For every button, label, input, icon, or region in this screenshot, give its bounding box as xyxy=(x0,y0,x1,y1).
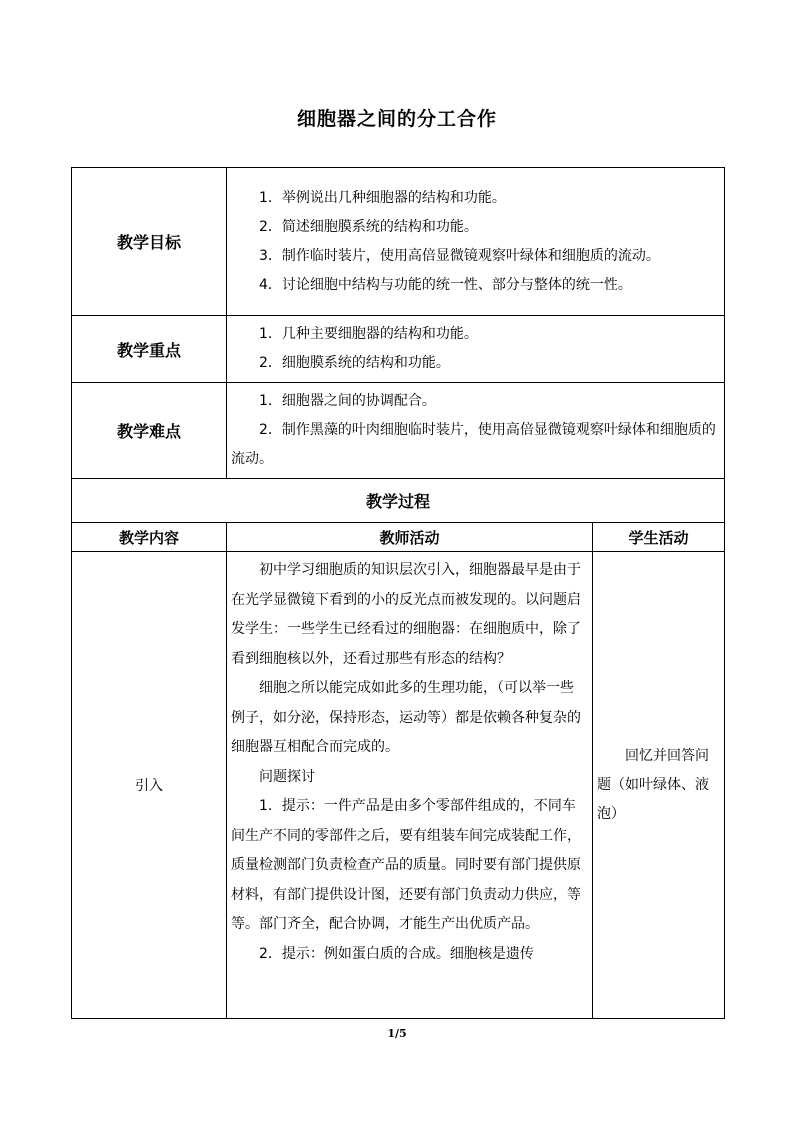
column-header-teacher: 教师活动 xyxy=(227,523,593,552)
teacher-activity-text xyxy=(231,556,586,1018)
document-title: 细胞器之间的分工合作 xyxy=(296,108,497,130)
key-points-label: 教学重点 xyxy=(72,316,227,383)
difficulties-label: 教学难点 xyxy=(72,383,227,479)
difficulties-content xyxy=(227,383,725,479)
process-header-row xyxy=(72,479,725,523)
process-header: 教学过程 xyxy=(72,479,725,523)
process-row xyxy=(72,552,725,1019)
teacher-paragraph: 初中学习细胞质的知识层次引入，细胞器最早是由于在光学显微镜下看到的小的反光点而被发现的。以问题启发学生：一些学生已经看过的细胞器：在细胞质中，除了看到细胞核以外，还看过那些有形态的结构？ xyxy=(231,562,581,667)
teacher-paragraph: 1．提示：一件产品是由多个零部件组成的，不同车间生产不同的零部件之后，要有组装车间完成装配工作，质量检测部门负责检查产品的质量。同时要有部门提供原材料，有部门提供设计图，还要有部门负责动力供应，等等。部门齐全，配合协调，才能生产出优质产品。 xyxy=(231,798,581,932)
objective-item: 3．制作临时装片，使用高倍显微镜观察叶绿体和细胞质的流动。 xyxy=(259,247,660,264)
objective-item: 2．简述细胞膜系统的结构和功能。 xyxy=(259,218,478,235)
key-point-item: 2．细胞膜系统的结构和功能。 xyxy=(259,355,450,371)
column-header-row xyxy=(72,523,725,552)
objectives-content xyxy=(227,168,725,316)
column-header-content: 教学内容 xyxy=(72,523,227,552)
objective-item: 1．举例说出几种细胞器的结构和功能。 xyxy=(259,189,506,206)
teacher-activity xyxy=(227,552,593,1019)
difficulty-item: 2．制作黑藻的叶肉细胞临时装片，使用高倍显微镜观察叶绿体和细胞质的流动。 xyxy=(231,422,716,467)
student-activity xyxy=(593,552,725,1019)
column-header-student: 学生活动 xyxy=(593,523,725,552)
objective-item: 4．讨论细胞中结构与功能的统一性、部分与整体的统一性。 xyxy=(259,276,632,293)
key-point-item: 1．几种主要细胞器的结构和功能。 xyxy=(259,326,478,342)
key-points-content xyxy=(227,316,725,383)
teacher-paragraph: 问题探讨 xyxy=(259,768,315,785)
difficulty-item: 1．细胞器之间的协调配合。 xyxy=(259,393,436,409)
objectives-label: 教学目标 xyxy=(72,168,227,316)
page-number: 1/5 xyxy=(387,1027,407,1040)
lesson-plan-table xyxy=(71,167,725,1019)
student-paragraph: 回忆并回答问题（如叶绿体、液泡） xyxy=(597,747,709,822)
teacher-paragraph: 细胞之所以能完成如此多的生理功能，（可以举一些例子，如分泌，保持形态，运动等）都是依赖各种复杂的细胞器互相配合而完成的。 xyxy=(231,680,581,755)
teacher-paragraph: 2．提示：例如蛋白质的合成。细胞核是遗传 xyxy=(259,945,534,962)
key-points-row xyxy=(72,316,725,383)
process-content-label: 引入 xyxy=(72,552,227,1019)
objectives-row xyxy=(72,168,725,316)
difficulties-row xyxy=(72,383,725,479)
